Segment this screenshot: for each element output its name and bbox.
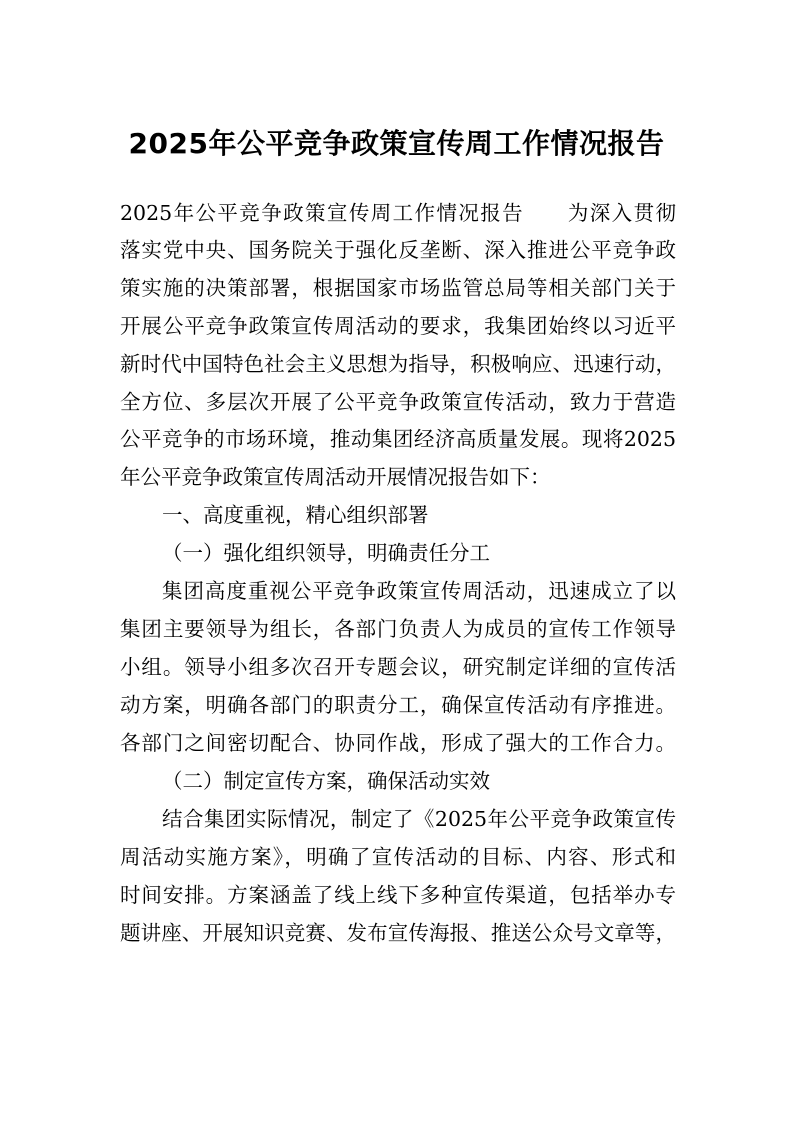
paragraph-line: 时间安排。方案涵盖了线上线下多种宣传渠道，包括举办专 xyxy=(120,883,676,907)
paragraph-line: 各部门之间密切配合、协同作战，形成了强大的工作合力。 xyxy=(120,731,676,755)
paragraph-line: 开展公平竞争政策宣传周活动的要求，我集团始终以习近平 xyxy=(120,314,676,338)
subsection-heading: （二）制定宣传方案，确保活动实效 xyxy=(162,769,490,793)
paragraph-line: 小组。领导小组多次召开专题会议，研究制定详细的宣传活 xyxy=(120,655,676,679)
paragraph-line: 题讲座、开展知识竞赛、发布宣传海报、推送公众号文章等， xyxy=(120,921,676,945)
paragraph-line: 结合集团实际情况，制定了《2025年公平竞争政策宣传 xyxy=(162,807,676,831)
section-heading: 一、高度重视，精心组织部署 xyxy=(162,503,429,527)
paragraph-line: 全方位、多层次开展了公平竞争政策宣传活动，致力于营造 xyxy=(120,390,676,414)
paragraph-line: 集团主要领导为组长，各部门负责人为成员的宣传工作领导 xyxy=(120,617,676,641)
paragraph-line: 年公平竞争政策宣传周活动开展情况报告如下： xyxy=(120,465,551,489)
paragraph-line: 动方案，明确各部门的职责分工，确保宣传活动有序推进。 xyxy=(120,693,676,717)
paragraph-line: 集团高度重视公平竞争政策宣传周活动，迅速成立了以 xyxy=(162,579,676,603)
paragraph-line: 策实施的决策部署，根据国家市场监管总局等相关部门关于 xyxy=(120,276,676,300)
paragraph-line: 落实党中央、国务院关于强化反垄断、深入推进公平竞争政 xyxy=(120,238,676,262)
subsection-heading: （一）强化组织领导，明确责任分工 xyxy=(162,541,490,565)
paragraph-line: 公平竞争的市场环境，推动集团经济高质量发展。现将2025 xyxy=(120,427,676,451)
paragraph-line: 新时代中国特色社会主义思想为指导，积极响应、迅速行动， xyxy=(120,352,676,376)
paragraph-line: 周活动实施方案》，明确了宣传活动的目标、内容、形式和 xyxy=(120,845,676,869)
paragraph-line: 2025年公平竞争政策宣传周工作情况报告 为深入贯彻 xyxy=(120,201,676,225)
document-title: 2025年公平竞争政策宣传周工作情况报告 xyxy=(128,127,665,160)
